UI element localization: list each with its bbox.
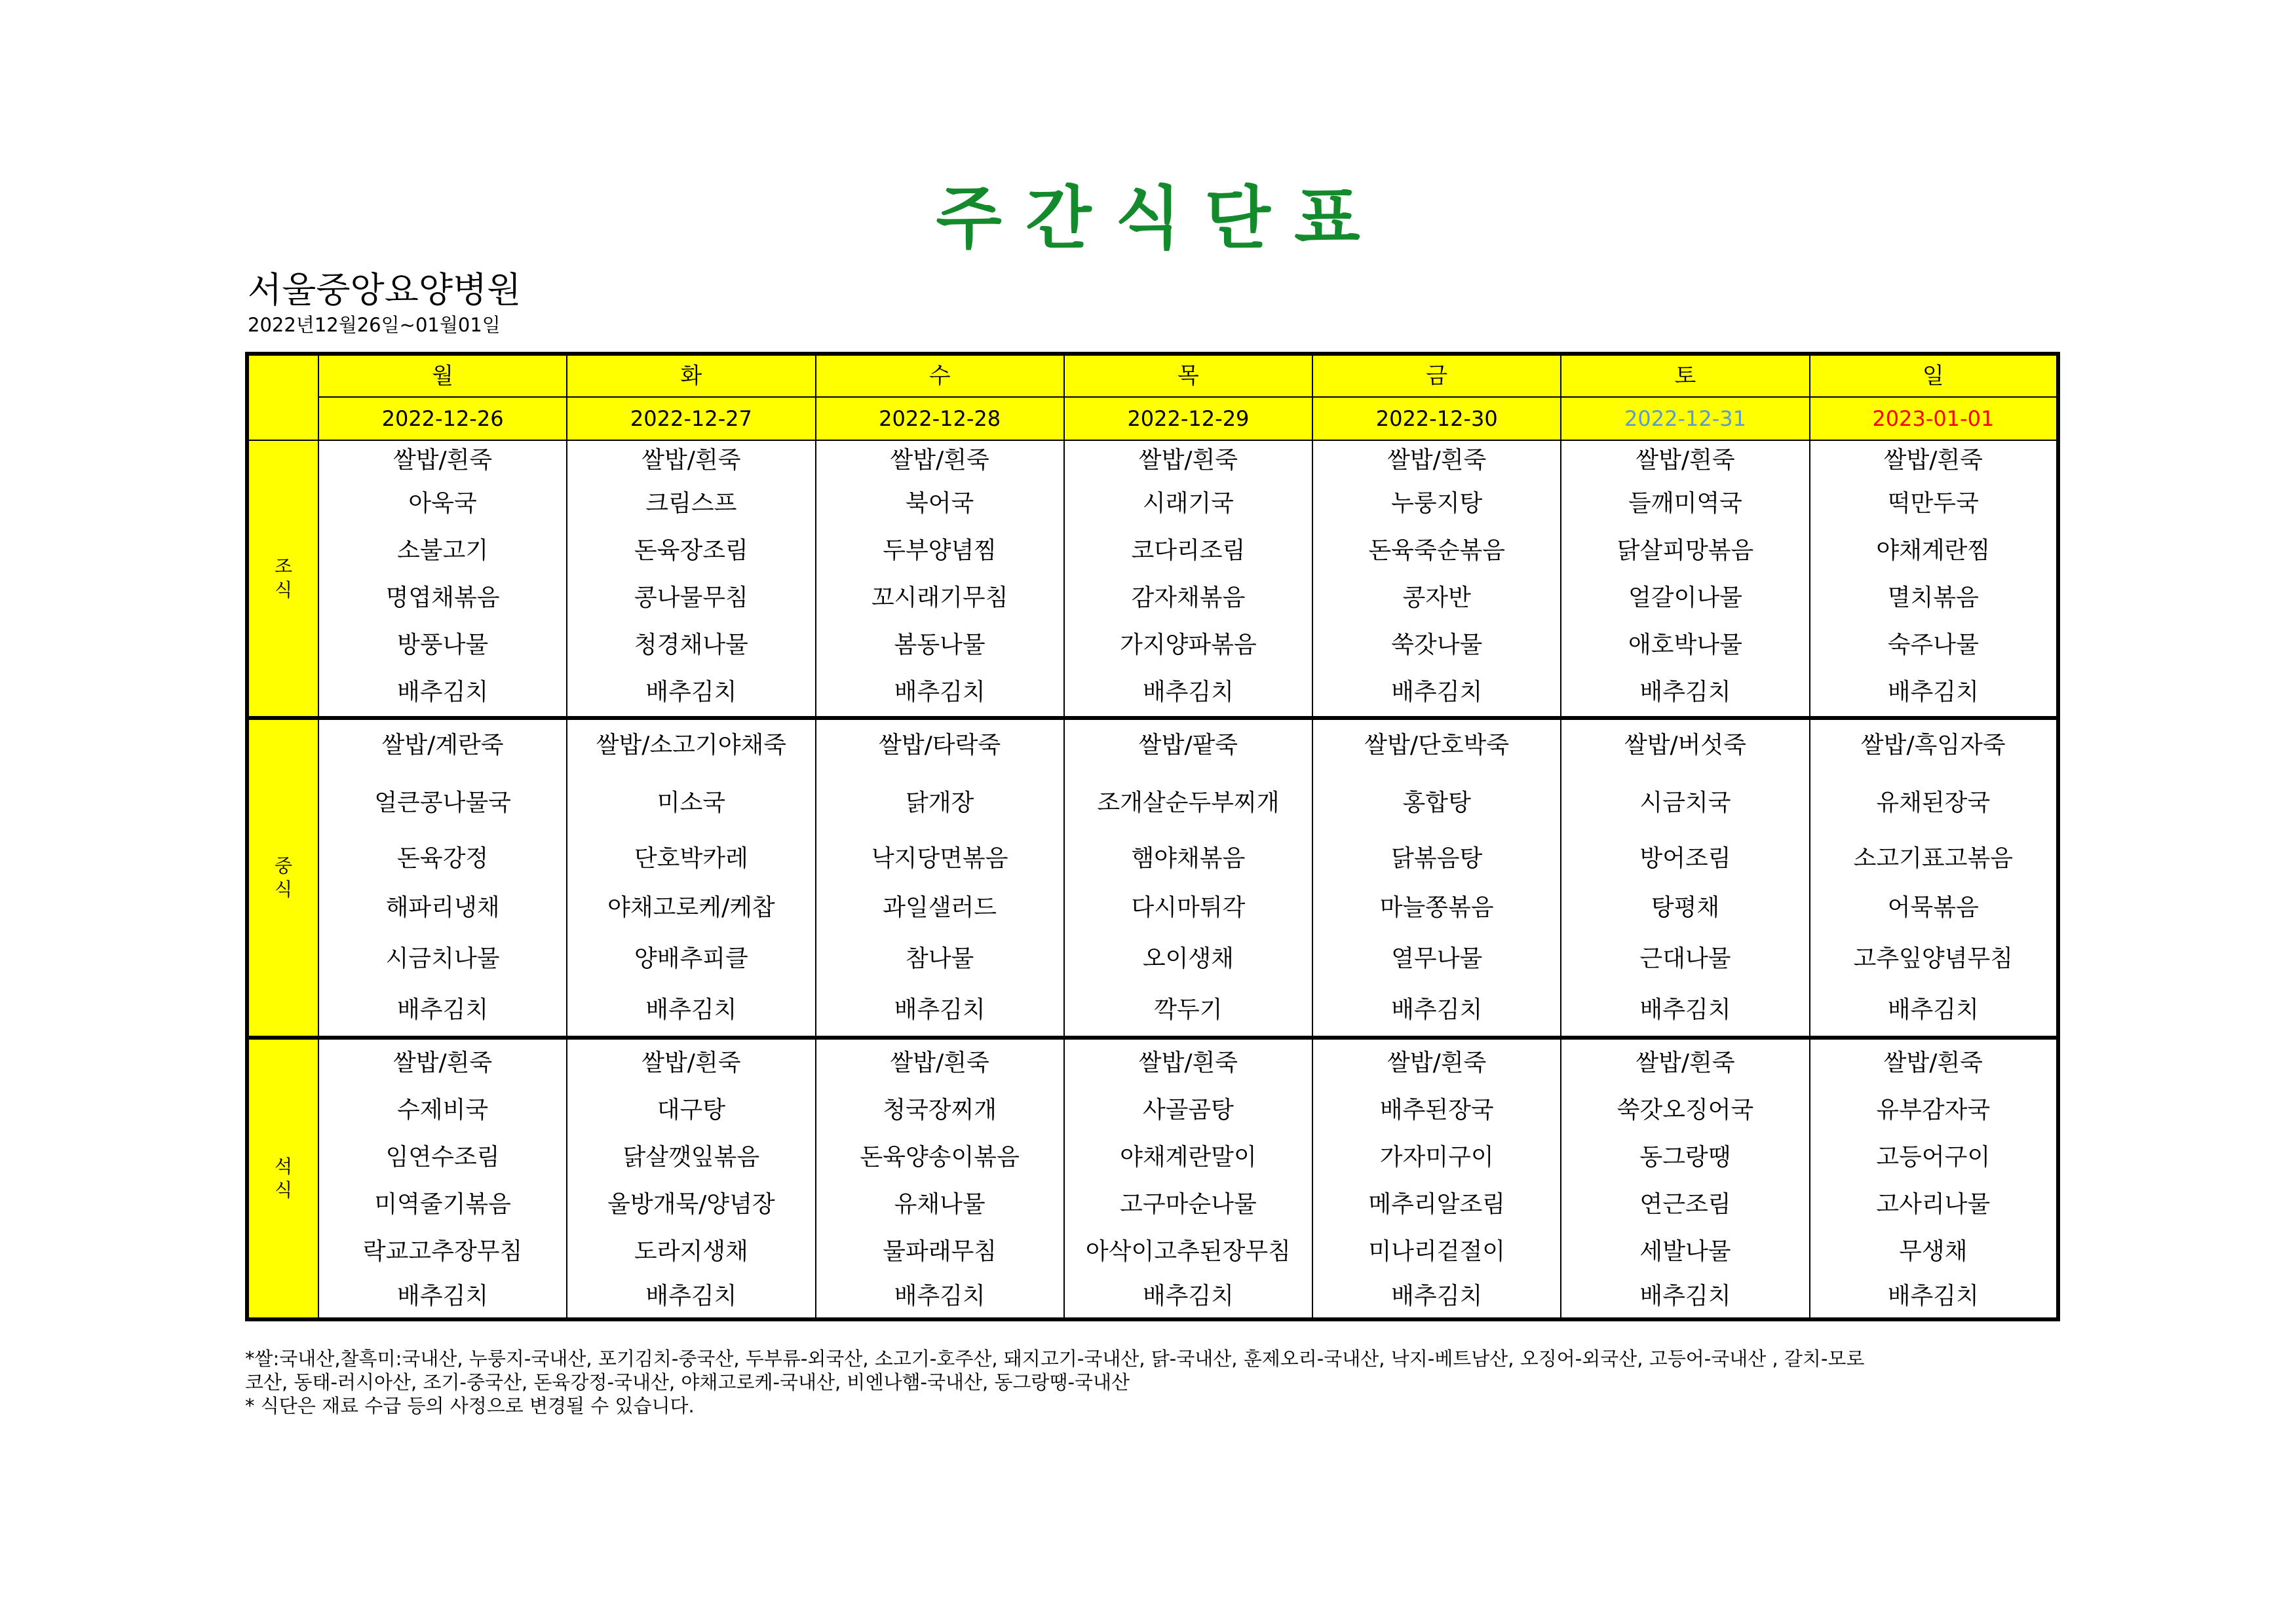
menu-item: 고사리나물 — [1876, 1191, 1991, 1218]
menu-item: 쌀밥/흰죽 — [890, 1049, 989, 1076]
menu-item: 청국장찌개 — [883, 1097, 997, 1124]
date-tue: 2022-12-27 — [567, 397, 815, 440]
menu-item: 단호박카레 — [634, 845, 748, 872]
day-header-fri: 금 — [1312, 354, 1561, 397]
menu-item: 콩자반 — [1402, 584, 1471, 611]
menu-item: 사골곰탕 — [1142, 1097, 1234, 1124]
menu-item: 배추김치 — [397, 679, 489, 706]
menu-item: 유부감자국 — [1876, 1097, 1991, 1124]
menu-item: 조개살순두부찌개 — [1097, 789, 1280, 816]
dinner-sat-cell — [1561, 1038, 1809, 1319]
menu-item: 열무나물 — [1391, 945, 1483, 972]
menu-item: 방어조림 — [1639, 845, 1731, 872]
menu-item: 배추김치 — [1391, 1283, 1483, 1310]
menu-item: 얼갈이나물 — [1628, 584, 1742, 611]
menu-item: 쌀밥/소고기야채죽 — [596, 732, 787, 759]
menu-item: 두부양념찜 — [883, 537, 997, 564]
dinner-row — [247, 1038, 2058, 1319]
date-thu: 2022-12-29 — [1064, 397, 1312, 440]
menu-item: 쌀밥/계란죽 — [381, 732, 504, 759]
menu-item: 쌀밥/타락죽 — [879, 732, 1001, 759]
day-header-wed: 수 — [816, 354, 1064, 397]
menu-item: 배추김치 — [1142, 1283, 1234, 1310]
menu-item: 쌀밥/흰죽 — [1387, 1049, 1487, 1076]
menu-item: 돈육장조림 — [634, 537, 748, 564]
dinner-tue-cell — [567, 1038, 815, 1319]
menu-item: 임연수조림 — [385, 1144, 500, 1171]
menu-item: 닭살피망볶음 — [1617, 537, 1754, 564]
organization-name: 서울중앙요양병원 — [248, 269, 522, 311]
menu-item: 쌀밥/흰죽 — [392, 1049, 493, 1076]
date-fri: 2022-12-30 — [1312, 397, 1561, 440]
date-wed: 2022-12-28 — [816, 397, 1064, 440]
menu-item: 배추김치 — [1887, 996, 1979, 1023]
menu-item: 배추김치 — [645, 1283, 737, 1310]
dinner-wed-cell — [816, 1038, 1064, 1319]
note-line: *쌀:국내산,찰흑미:국내산, 누룽지-국내산, 포기김치-중국산, 두부류-외국산, 소고기-호주산, 돼지고기-국내산, 닭-국내산, 훈제오리-국내산, 낙지-베트남산, 오징어-외국산, 고등어-국내산 , 갈치-모로 — [245, 1348, 1865, 1370]
menu-item: 해파리냉채 — [385, 894, 500, 921]
menu-item: 쌀밥/흰죽 — [1636, 1049, 1735, 1076]
menu-item: 시래기국 — [1142, 490, 1234, 517]
breakfast-row — [247, 440, 2058, 718]
breakfast-thu-cell — [1064, 440, 1312, 718]
menu-item: 배추김치 — [1391, 679, 1483, 706]
menu-item: 소불고기 — [397, 537, 489, 564]
menu-item: 소고기표고볶음 — [1853, 845, 2014, 872]
lunch-sat-cell — [1561, 718, 1809, 1038]
lunch-mon-cell — [318, 718, 567, 1038]
menu-item: 멸치볶음 — [1887, 584, 1979, 611]
menu-item: 쌀밥/흰죽 — [1883, 447, 1983, 474]
note-line: * 식단은 재료 수급 등의 사정으로 변경될 수 있습니다. — [245, 1395, 695, 1417]
day-header-thu: 목 — [1064, 354, 1312, 397]
menu-item: 세발나물 — [1639, 1238, 1731, 1265]
menu-item: 배추김치 — [645, 679, 737, 706]
menu-item: 과일샐러드 — [883, 894, 997, 921]
menu-item: 배추김치 — [397, 996, 489, 1023]
menu-item: 아욱국 — [408, 490, 477, 517]
day-header-mon: 월 — [318, 354, 567, 397]
menu-item: 마늘쫑볶음 — [1379, 894, 1494, 921]
menu-item: 북어국 — [905, 490, 974, 517]
menu-item: 쌀밥/버섯죽 — [1624, 732, 1746, 759]
meal-label-char: 식 — [274, 579, 292, 601]
menu-item: 꼬시래기무침 — [871, 584, 1008, 611]
menu-item: 쌀밥/흰죽 — [392, 447, 493, 474]
menu-item: 닭개장 — [905, 789, 974, 816]
menu-item: 쌀밥/단호박죽 — [1364, 732, 1510, 759]
meal-label-char: 중 — [274, 855, 292, 877]
menu-item: 대구탕 — [657, 1097, 726, 1124]
menu-item: 홍합탕 — [1402, 789, 1471, 816]
lunch-wed-cell — [816, 718, 1064, 1038]
menu-item: 쌀밥/흰죽 — [641, 447, 741, 474]
menu-item: 탕평채 — [1651, 894, 1720, 921]
menu-item: 봄동나물 — [894, 632, 985, 658]
meal-label-char: 석 — [274, 1156, 292, 1177]
menu-item: 얼큰콩나물국 — [374, 789, 511, 816]
menu-item: 쌀밥/흰죽 — [1138, 1049, 1238, 1076]
menu-item: 미역줄기볶음 — [374, 1191, 511, 1218]
menu-item: 낙지당면볶음 — [871, 845, 1008, 872]
corner-cell — [247, 354, 318, 440]
day-header-tue: 화 — [567, 354, 815, 397]
breakfast-tue-cell — [567, 440, 815, 718]
weekly-menu-table — [245, 352, 2060, 1321]
menu-item: 배추김치 — [1391, 996, 1483, 1023]
menu-item: 양배추피클 — [634, 945, 748, 972]
menu-item: 시금치나물 — [385, 945, 500, 972]
menu-item: 유채된장국 — [1876, 789, 1991, 816]
menu-item: 수제비국 — [397, 1097, 489, 1124]
menu-item: 코다리조림 — [1131, 537, 1246, 564]
menu-item: 배추김치 — [1639, 679, 1731, 706]
dinner-mon-cell — [318, 1038, 567, 1319]
menu-item: 도라지생채 — [634, 1238, 748, 1265]
menu-item: 연근조림 — [1639, 1191, 1731, 1218]
menu-item: 야채계란찜 — [1876, 537, 1991, 564]
menu-item: 청경채나물 — [634, 632, 748, 658]
menu-item: 울방개묵/양념장 — [607, 1191, 775, 1218]
breakfast-sun-cell — [1810, 440, 2058, 718]
menu-item: 콩나물무침 — [634, 584, 748, 611]
lunch-label — [247, 718, 318, 1038]
breakfast-label — [247, 440, 318, 718]
note-line: 코산, 동태-러시아산, 조기-중국산, 돈육강정-국내산, 야채고로케-국내산, 비엔나햄-국내산, 동그랑땡-국내산 — [245, 1371, 1130, 1393]
menu-item: 미나리겉절이 — [1368, 1238, 1506, 1265]
menu-item: 누룽지탕 — [1391, 490, 1483, 517]
day-header-row — [247, 354, 2058, 397]
menu-item: 배추김치 — [645, 996, 737, 1023]
menu-item: 돈육양송이볶음 — [860, 1144, 1020, 1171]
menu-item: 야채고로케/케찹 — [607, 894, 775, 921]
menu-item: 닭볶음탕 — [1391, 845, 1483, 872]
menu-item: 배추김치 — [1887, 1283, 1979, 1310]
lunch-tue-cell — [567, 718, 815, 1038]
menu-item: 배추김치 — [894, 1283, 985, 1310]
menu-item: 쌀밥/흰죽 — [1883, 1049, 1983, 1076]
meal-label-char: 식 — [274, 1179, 292, 1201]
menu-item: 배추된장국 — [1379, 1097, 1494, 1124]
menu-item: 무생채 — [1899, 1238, 1968, 1265]
menu-item: 쑥갓나물 — [1391, 632, 1483, 658]
menu-item: 햄야채볶음 — [1131, 845, 1246, 872]
date-mon: 2022-12-26 — [318, 397, 567, 440]
menu-item: 고등어구이 — [1876, 1144, 1991, 1171]
date-sat: 2022-12-31 — [1561, 397, 1809, 440]
menu-item: 락교고추장무침 — [362, 1238, 523, 1265]
menu-item: 근대나물 — [1639, 945, 1731, 972]
menu-item: 배추김치 — [894, 679, 985, 706]
date-sun: 2023-01-01 — [1810, 397, 2058, 440]
menu-item: 떡만두국 — [1887, 490, 1979, 517]
lunch-sun-cell — [1810, 718, 2058, 1038]
day-header-sun: 일 — [1810, 354, 2058, 397]
menu-item: 배추김치 — [397, 1283, 489, 1310]
meal-label-char: 식 — [274, 878, 292, 900]
menu-item: 들깨미역국 — [1628, 490, 1742, 517]
meal-body — [247, 440, 2058, 1319]
menu-item: 야채계란말이 — [1120, 1144, 1257, 1171]
menu-item: 고추잎양념무침 — [1853, 945, 2014, 972]
dinner-label — [247, 1038, 318, 1319]
menu-item: 다시마튀각 — [1131, 894, 1246, 921]
menu-item: 감자채볶음 — [1131, 584, 1246, 611]
menu-item: 아삭이고추된장무침 — [1085, 1238, 1291, 1265]
menu-item: 쌀밥/흰죽 — [641, 1049, 741, 1076]
breakfast-sat-cell — [1561, 440, 1809, 718]
menu-item: 쌀밥/흰죽 — [1138, 447, 1238, 474]
menu-item: 크림스프 — [645, 490, 737, 517]
lunch-row — [247, 718, 2058, 1038]
menu-item: 고구마순나물 — [1120, 1191, 1257, 1218]
dinner-sun-cell — [1810, 1038, 2058, 1319]
page-title: 주 간 식 단 표 — [936, 178, 1360, 258]
menu-item: 숙주나물 — [1887, 632, 1979, 658]
menu-item: 참나물 — [905, 945, 974, 972]
menu-item: 배추김치 — [1142, 679, 1234, 706]
meal-label-char: 조 — [274, 556, 292, 577]
breakfast-fri-cell — [1312, 440, 1561, 718]
menu-item: 시금치국 — [1639, 789, 1731, 816]
menu-item: 쌀밥/흑임자죽 — [1860, 732, 2006, 759]
menu-item: 가지양파볶음 — [1120, 632, 1257, 658]
menu-item: 배추김치 — [894, 996, 985, 1023]
menu-item: 돈육죽순볶음 — [1368, 537, 1506, 564]
menu-item: 애호박나물 — [1628, 632, 1742, 658]
menu-item: 닭살깻잎볶음 — [622, 1144, 760, 1171]
menu-item: 쌀밥/흰죽 — [1636, 447, 1735, 474]
menu-item: 물파래무침 — [883, 1238, 997, 1265]
menu-item: 유채나물 — [894, 1191, 985, 1218]
lunch-fri-cell — [1312, 718, 1561, 1038]
menu-item: 동그랑땡 — [1639, 1144, 1731, 1171]
menu-item: 어묵볶음 — [1887, 894, 1979, 921]
menu-item: 가자미구이 — [1379, 1144, 1494, 1171]
origin-notes — [245, 1347, 2054, 1418]
lunch-thu-cell — [1064, 718, 1312, 1038]
menu-item: 방풍나물 — [397, 632, 489, 658]
menu-item: 돈육강정 — [397, 845, 489, 872]
menu-item: 배추김치 — [1639, 996, 1731, 1023]
menu-item: 메추리알조림 — [1368, 1191, 1506, 1218]
menu-item: 미소국 — [657, 789, 726, 816]
breakfast-mon-cell — [318, 440, 567, 718]
date-header-row — [247, 397, 2058, 440]
menu-item: 쌀밥/팥죽 — [1138, 732, 1238, 759]
menu-item: 쑥갓오징어국 — [1617, 1097, 1754, 1124]
menu-item: 깍두기 — [1154, 996, 1223, 1023]
menu-item: 명엽채볶음 — [385, 584, 500, 611]
menu-item: 오이생채 — [1142, 945, 1234, 972]
dinner-fri-cell — [1312, 1038, 1561, 1319]
menu-item: 쌀밥/흰죽 — [890, 447, 989, 474]
breakfast-wed-cell — [816, 440, 1064, 718]
day-header-sat: 토 — [1561, 354, 1809, 397]
menu-period: 2022년12월26일~01월01일 — [248, 314, 501, 336]
menu-item: 배추김치 — [1639, 1283, 1731, 1310]
menu-item: 배추김치 — [1887, 679, 1979, 706]
menu-item: 쌀밥/흰죽 — [1387, 447, 1487, 474]
dinner-thu-cell — [1064, 1038, 1312, 1319]
